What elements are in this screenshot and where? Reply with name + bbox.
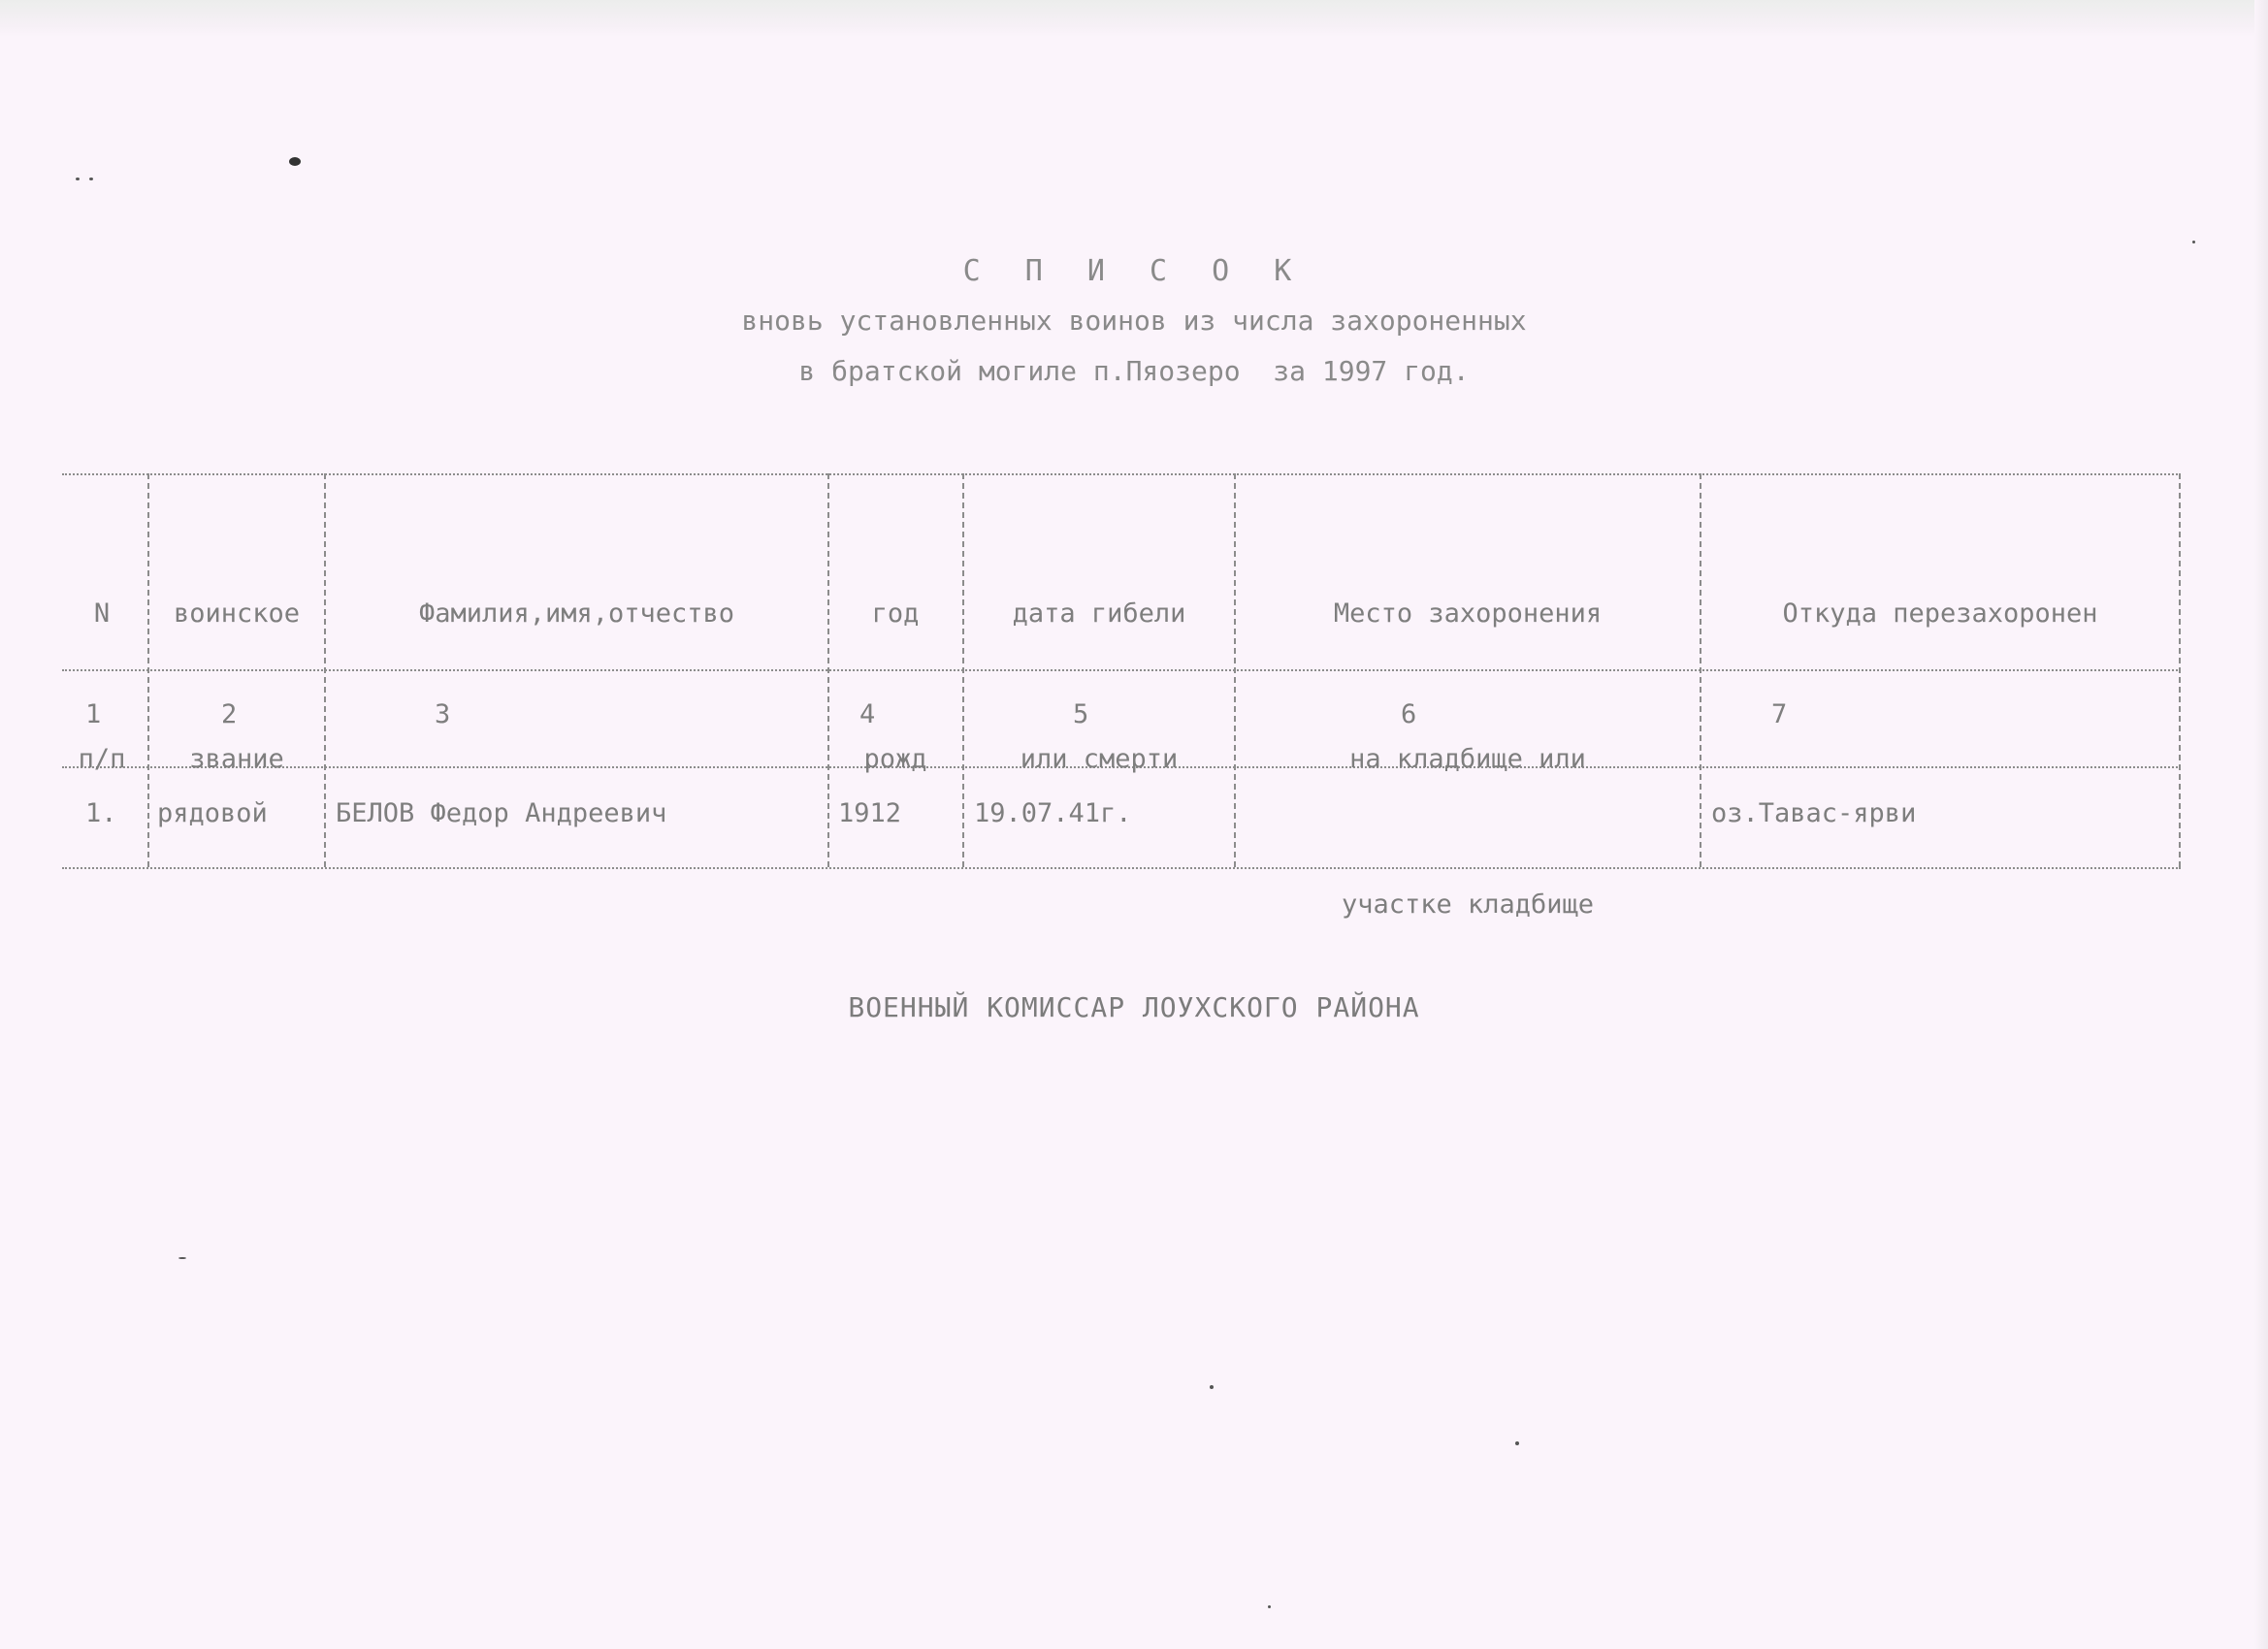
commissar-signature-line: ВОЕННЫЙ КОМИССАР ЛОУХСКОГО РАЙОНА [848,991,1420,1023]
header-burial-place [1238,493,1698,978]
document-title: С П И С О К [962,254,1306,288]
header-number [58,493,146,832]
ink-speck [178,1257,186,1259]
header-birth-year-line1: год [871,598,920,629]
column-divider [147,473,149,867]
header-rank [151,493,322,832]
row-rank: рядовой [157,798,268,828]
column-number: 2 [221,699,238,729]
header-death-date-line2: или смерти [1020,744,1179,774]
header-number-line1: N [93,598,111,629]
table-right-border [2179,473,2181,867]
header-burial-place-line3: участке кладбище [1341,889,1595,920]
header-death-date-line1: дата гибели [1012,598,1186,629]
ink-speck [1268,1605,1271,1608]
row-number: 1. [85,798,117,828]
header-full-name-line1: Фамилия,имя,отчество [418,598,735,629]
column-divider [1700,473,1701,867]
column-number: 5 [1073,699,1089,729]
table-bottom-rule [62,867,2181,869]
column-divider [962,473,964,867]
header-number-line2: п/п [78,744,126,774]
column-number: 7 [1771,699,1788,729]
column-number: 4 [859,699,876,729]
header-reburied-from [1703,493,2177,687]
scan-right-edge [2254,0,2268,1649]
header-birth-year [830,493,960,832]
header-rank-line1: воинское [173,598,301,629]
ink-speck [2192,241,2195,243]
row-birth-year: 1912 [838,798,902,828]
header-reburied-from-line1: Откуда перезахоронен [1782,598,2098,629]
ink-speck [1210,1385,1214,1389]
column-number: 1 [85,699,102,729]
column-number: 6 [1401,699,1417,729]
header-full-name [328,493,826,687]
row-death-date: 19.07.41г. [974,798,1132,828]
ink-speck [1515,1441,1519,1445]
row-reburied-from: оз.Тавас-ярви [1711,798,1917,828]
header-burial-place-line2: на кладбище или [1349,744,1586,774]
column-divider [1234,473,1236,867]
ink-speck [76,178,80,180]
header-burial-place-line1: Место захоронения [1333,598,1603,629]
row-full-name: БЕЛОВ Федор Андреевич [336,798,667,828]
document-subtitle-line1: вновь установленных воинов из числа захороненных [741,305,1527,337]
header-rank-line2: звание [189,744,284,774]
ink-speck [289,157,301,166]
column-divider [827,473,829,867]
column-divider [324,473,326,867]
header-birth-year-line2: рожд [863,744,927,774]
column-number: 3 [435,699,451,729]
ink-speck [89,178,93,180]
header-death-date [966,493,1232,832]
document-subtitle-line2: в братской могиле п.Пяозеро за 1997 год. [798,355,1470,387]
table-top-rule [62,473,2181,475]
scan-top-edge [0,0,2268,37]
